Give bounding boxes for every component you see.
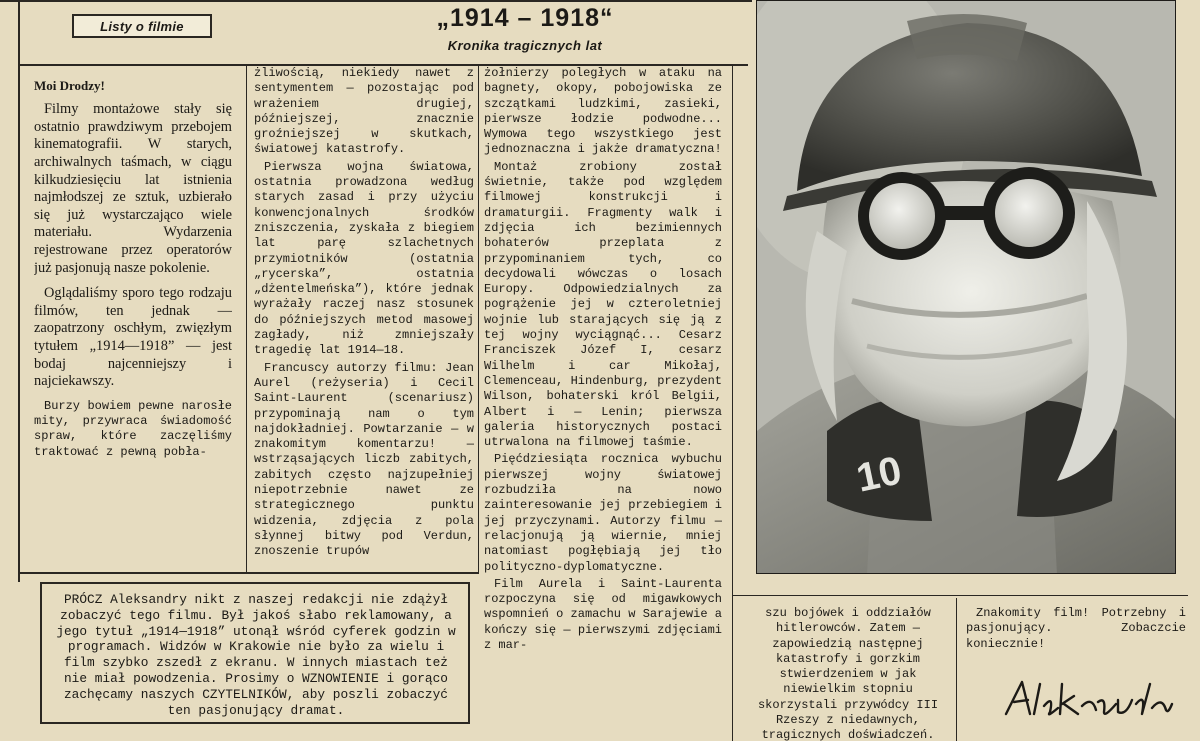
author-signature xyxy=(1000,674,1175,722)
paragraph: żliwością, niekiedy nawet z sentymentem — pozostając pod wrażeniem drugiej, późniejszej, znacznie groźniejszej w skutkach, światowej katastrofy. xyxy=(254,66,474,157)
closing-paragraph: Znakomity film! Potrzebny i pasjonujący. Zobaczcie koniecznie! xyxy=(966,606,1186,651)
paragraph: Film Aurela i Saint-Laurenta rozpoczyna się od migawkowych wspomnień o zamachu w Sarajewie a kończy się — pierwszymi zdjęciami z mar- xyxy=(484,576,722,652)
signature-graphic xyxy=(1000,674,1175,722)
section-rubric: Listy o filmie xyxy=(72,14,212,38)
text-column-4 xyxy=(752,606,944,741)
photo-bottom-rule xyxy=(733,595,1188,596)
text-column-3 xyxy=(484,66,722,741)
column-rule-3 xyxy=(732,66,733,741)
paragraph: szu bojówek i oddziałów hitlerowców. Zatem — zapowiedzią następnej katastrofy i gorzkim stwierdzeniem w jak niewielkim stopniu skorzystali przywódcy III Rzeszy z niedawnych, tragicznych doświadczeń. xyxy=(757,606,939,741)
text-column-5 xyxy=(966,606,1186,666)
top-rule xyxy=(0,0,752,2)
lead-paragraph-1: Filmy montażowe stały się ostatnio prawdziwym przebojem kinematografii. W starych, archiwalnych taśmach, w ciągu kilkudziesięciu lat istnienia najmłodszej ze sztuk, uzbierało się już wystarczająco wiele materiału. Wydarzenia rejestrowane przez operatorów już pasjonują nasze pokolenie. xyxy=(34,101,232,276)
editorial-note-box xyxy=(40,582,470,724)
editorial-note-text: PRÓCZ Aleksandry nikt z naszej redakcji nie zdążył zobaczyć tego filmu. Był jakoś słabo reklamowany, a jego tytuł „1914—1918” utonął wśród cyferek godzin w programach. Widzów w Krakowie nie było za wielu i film szybko zszedł z ekranu. W innych miastach też nie miał powodzenia. Prosimy o WZNOWIENIE i gorąco zachęcamy naszych CZYTELNIKÓW, aby poszli zobaczyć ten pasjonujący dramat. xyxy=(56,592,456,718)
paragraph: Pięćdziesiąta rocznica wybuchu pierwszej wojny światowej rozbudziła na nowo zainteresowanie jej przebiegiem i jej przyczynami. Autorzy filmu — relacjonują ją wiernie, mniej natomiast pogłębiają jej tło polityczno-dyplomatyczne. xyxy=(484,452,722,574)
paragraph: Francuscy autorzy filmu: Jean Aurel (reżyseria) i Cecil Saint-Laurent (scenariusz) przypominają nam o tym najdokładniej. Powtarzanie — w znakomitym komentarzu! — wstrząsających liczb zabitych, zabitych często najzupełniej niepotrzebnie nawet ze strategicznego punktu widzenia, zdjęcia z pola słynnej bitwy pod Verdun, znoszenie trupów xyxy=(254,360,474,559)
lead-paragraph-2: Oglądaliśmy sporo tego rodzaju filmów, ten jednak — zaopatrzony oschłym, zwięzłym tytułem „1914—1918” — jest bodaj najcenniejszy i najciekawszy. xyxy=(34,285,232,390)
paragraph: żołnierzy poległych w ataku na bagnety, okopy, pobojowiska ze szczątkami ludzkimi, zasieki, pierwsze łodzie podwodne... Wymowa tego wszystkiego jest jednoznaczna i jakże dramatyczna! xyxy=(484,66,722,157)
column-rule-1 xyxy=(246,66,247,572)
paragraph: Montaż zrobiony został świetnie, także pod względem filmowej konstrukcji i dramaturgii. Fragmenty walk i zdjęcia ich bezimiennych bohaterów przeplata z przypominaniem tych, co decydowali wówczas o losach Europy. Odpowiedzialnych za pogrążenie jej w czteroletniej wojnie lub starających się ją z tej wojny wyciągnąć... Cesarz Franciszek Józef I, cesarz Wilhelm i car Mikołaj, Clemenceau, Hindenburg, prezydent Wilson, bohaterski król Belgii, Albert i — Lenin; pierwsza galeria historycznych postaci utrwalona na filmowej taśmie. xyxy=(484,159,722,450)
left-frame-rule xyxy=(18,0,20,582)
column-rule-2 xyxy=(478,66,479,572)
article-title: „1914 – 1918“ xyxy=(436,4,614,32)
article-subtitle: Kronika tragicznych lat xyxy=(447,38,603,53)
paragraph: Pierwsza wojna światowa, ostatnia prowadzona według starych zasad i przy użyciu konwencjonalnych środków zniszczenia, zyskała z biegiem lat parę szlachetnych przymiotników (ostatnia „rycerska”, ostatnia „dżentelmeńska”), które jednak wyrażały raczej nasz stosunek do późniejszych metod masowej zagłady, niż zmniejszały tragedię lat 1914—18. xyxy=(254,159,474,358)
text-column-1 xyxy=(34,78,232,570)
soldier-illustration xyxy=(757,1,1176,574)
column-rule-4 xyxy=(956,598,957,741)
paragraph: Burzy bowiem pewne narosłe mity, przywraca świadomość spraw, które zaczęliśmy traktować z pewną pobła- xyxy=(34,398,232,459)
collar-number: 10 xyxy=(852,448,906,501)
soldier-gas-mask-photo xyxy=(756,0,1176,574)
greeting: Moi Drodzy! xyxy=(34,78,105,93)
text-column-2 xyxy=(254,66,474,574)
